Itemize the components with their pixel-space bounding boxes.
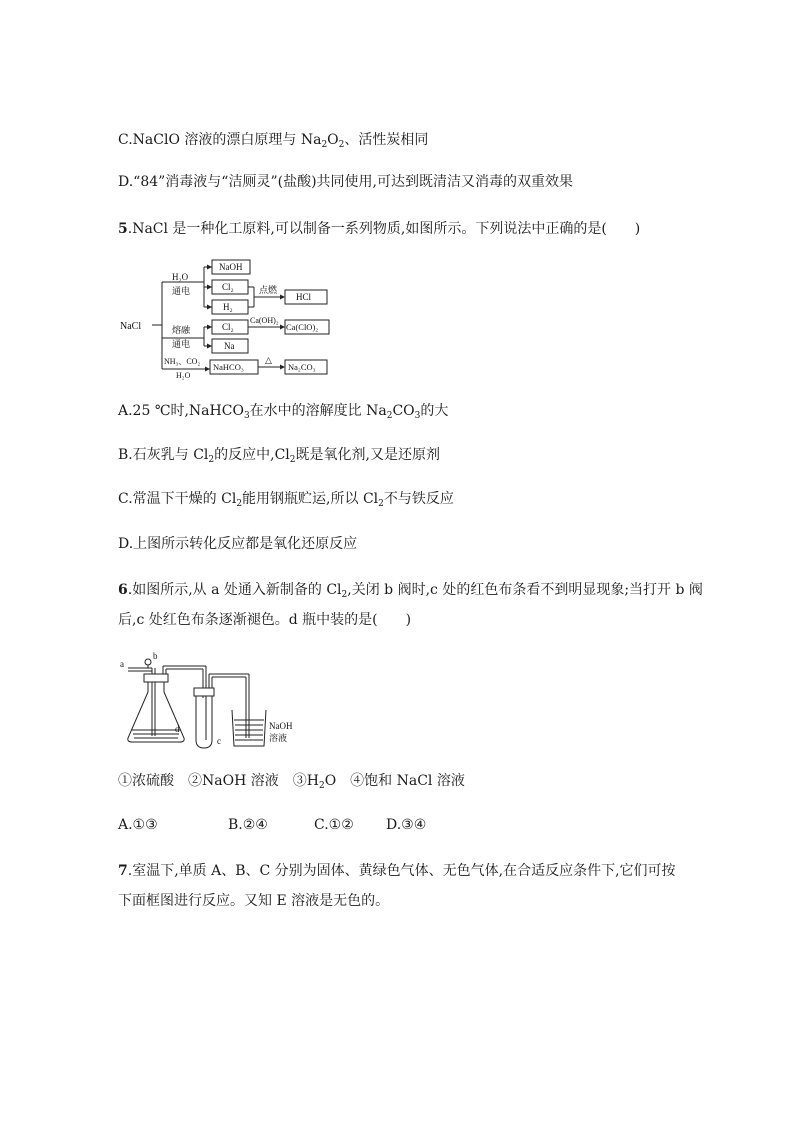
q6-number: 6 <box>118 582 128 598</box>
q7-stem-line2: 下面框图进行反应。又知 E 溶液是无色的。 <box>118 893 390 909</box>
q5-a-text4: 的大 <box>420 403 449 419</box>
box-na2co3: Na₂CO₃ <box>288 362 316 372</box>
cond-h2o: H₂O <box>172 272 189 282</box>
q6-stem-line1 <box>118 580 703 600</box>
q6-option-a: A.①③ <box>118 817 158 833</box>
q5-a-sub2: 2 <box>386 411 393 421</box>
q5-a-sub3: 3 <box>414 411 421 421</box>
box-naoh: NaOH <box>219 262 243 272</box>
q5-option-a <box>118 401 448 421</box>
q5-number: 5 <box>118 221 128 237</box>
q6-option-d: D.③④ <box>386 817 427 833</box>
q5-c-sub1: 2 <box>236 499 243 509</box>
q7-number: 7 <box>118 863 128 879</box>
cond-electrolysis-2: 通电 <box>172 339 191 349</box>
box-nahco3: NaHCO₃ <box>213 362 244 372</box>
q6-choices-text1: ①浓硫酸 ②NaOH 溶液 ③H <box>118 773 319 789</box>
box-h2: H₂ <box>223 302 233 312</box>
q4-c-sub1: 2 <box>321 140 328 150</box>
q5-option-d: D.上图所示转化反应都是氧化还原反应 <box>118 536 358 552</box>
nacl-reaction-diagram <box>116 252 346 382</box>
label-c: c <box>217 736 221 746</box>
gas-apparatus-diagram <box>118 648 308 752</box>
box-na: Na <box>224 341 235 351</box>
box-cl2-a: Cl₂ <box>222 282 234 292</box>
q6-choices-text2: O ④饱和 NaCl 溶液 <box>324 773 465 789</box>
q4-c-text1: C.NaClO 溶液的漂白原理与 Na <box>118 132 322 148</box>
cond-heat: △ <box>265 355 272 365</box>
q5-stem <box>118 219 640 239</box>
q6-stem-line2: 后,c 处红色布条逐渐褪色。d 瓶中装的是( ) <box>118 612 412 628</box>
q5-b-sub2: 2 <box>289 455 296 465</box>
q5-option-c <box>118 489 454 509</box>
q4-option-d: D.“84”消毒液与“洁厕灵”(盐酸)共同使用,可达到既清洁又消毒的双重效果 <box>118 174 573 190</box>
label-solution: 溶液 <box>269 733 288 743</box>
q4-c-text3: 、活性炭相同 <box>344 132 429 148</box>
q5-a-text1: A.25 ℃时,NaHCO <box>118 403 244 419</box>
box-caclo2: Ca(ClO)₂ <box>286 322 319 332</box>
q6-text2: ,关闭 b 阀时,c 处的红色布条看不到明显现象;当打开 b 阀 <box>347 582 703 598</box>
box-cl2-b: Cl₂ <box>222 322 234 332</box>
cond-ignite: 点燃 <box>259 285 278 295</box>
q5-stem-text: .NaCl 是一种化工原料,可以制备一系列物质,如图所示。下列说法中正确的是( ) <box>127 221 641 237</box>
q5-b-text3: 既是氧化剂,又是还原剂 <box>295 447 440 463</box>
q7-text1: .室温下,单质 A、B、C 分别为固体、黄绿色气体、无色气体,在合适反应条件下,它们可按 <box>127 863 676 879</box>
diagram-root-nacl: NaCl <box>120 321 142 332</box>
q4-c-text2: O <box>327 132 339 148</box>
cond-nh3-co2: NH₃、CO₂ <box>164 357 201 366</box>
q5-b-text1: B.石灰乳与 Cl <box>118 447 209 463</box>
q5-c-text1: C.常温下干燥的 Cl <box>118 491 237 507</box>
q5-option-b <box>118 445 440 465</box>
q5-c-sub2: 2 <box>378 499 384 509</box>
cond-electrolysis-1: 通电 <box>172 286 191 296</box>
cond-h2o-2: H₂O <box>176 371 191 380</box>
q5-c-text2: 能用钢瓶贮运,所以 Cl <box>242 491 379 507</box>
q4-option-c <box>118 130 428 150</box>
box-hcl: HCl <box>296 292 312 302</box>
q5-c-text3: 不与铁反应 <box>383 491 454 507</box>
q6-sub1: 2 <box>341 590 348 600</box>
q7-stem-line1 <box>118 861 676 881</box>
q5-a-sub1: 3 <box>243 411 250 421</box>
label-b: b <box>153 651 158 661</box>
q6-text1: .如图所示,从 a 处通入新制备的 Cl <box>127 582 342 598</box>
q6-options <box>118 815 426 835</box>
q6-choices-sub1: 2 <box>318 781 325 791</box>
cond-caoh2: Ca(OH)₂ <box>250 316 279 325</box>
q5-b-sub1: 2 <box>208 455 215 465</box>
label-naoh: NaOH <box>269 721 293 731</box>
q6-option-c: C.①② <box>314 817 354 833</box>
q4-c-sub2: 2 <box>338 140 345 150</box>
q6-choices <box>118 771 465 791</box>
cond-molten: 熔融 <box>172 325 191 335</box>
q5-b-text2: 的反应中,Cl <box>214 447 290 463</box>
label-d: d <box>175 724 180 734</box>
q6-option-b: B.②④ <box>228 817 268 833</box>
q5-a-text2: 在水中的溶解度比 Na <box>249 403 387 419</box>
label-a: a <box>120 659 124 669</box>
q5-a-text3: CO <box>392 403 415 419</box>
